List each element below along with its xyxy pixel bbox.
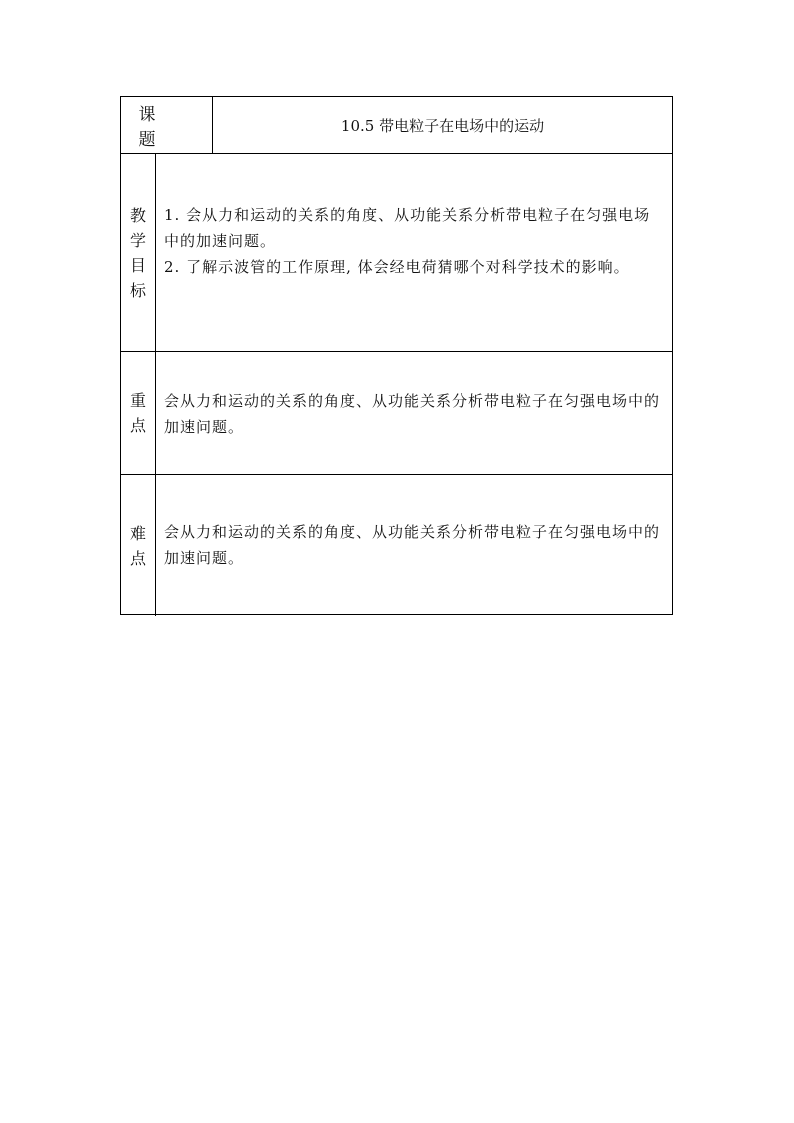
objectives-label-char: 学 — [129, 230, 146, 250]
difficulties-row — [121, 475, 672, 616]
lesson-plan-table — [120, 96, 673, 615]
key-points-content — [156, 352, 672, 474]
objective-item: 2. 了解示波管的工作原理, 体会经电荷猜哪个对科学技术的影响。 — [164, 258, 630, 276]
difficulties-text: 会从力和运动的关系的角度、从功能关系分析带电粒子在匀强电场中的加速问题。 — [164, 523, 661, 567]
key-points-text: 会从力和运动的关系的角度、从功能关系分析带电粒子在匀强电场中的加速问题。 — [164, 392, 661, 436]
difficulties-label-char: 难 — [129, 523, 146, 543]
key-points-label-char: 点 — [129, 416, 146, 435]
topic-row — [121, 97, 672, 154]
objectives-content — [156, 154, 672, 351]
objectives-label — [121, 154, 156, 351]
difficulties-label — [121, 475, 156, 616]
topic-title: 10.5 带电粒子在电场中的运动 — [340, 116, 545, 135]
key-points-row — [121, 352, 672, 475]
key-points-label — [121, 352, 156, 474]
objectives-label-char: 目 — [129, 255, 146, 275]
objectives-label-char: 标 — [129, 280, 146, 300]
difficulties-content — [156, 475, 672, 616]
objectives-label-char: 教 — [129, 205, 146, 225]
difficulties-label-char: 点 — [129, 548, 146, 568]
objective-item: 1. 会从力和运动的关系的角度、从功能关系分析带电粒子在匀强电场中的加速问题。 — [164, 206, 651, 250]
topic-label: 课 题 — [121, 97, 213, 153]
key-points-label-char: 重 — [129, 391, 146, 410]
objectives-row — [121, 154, 672, 352]
